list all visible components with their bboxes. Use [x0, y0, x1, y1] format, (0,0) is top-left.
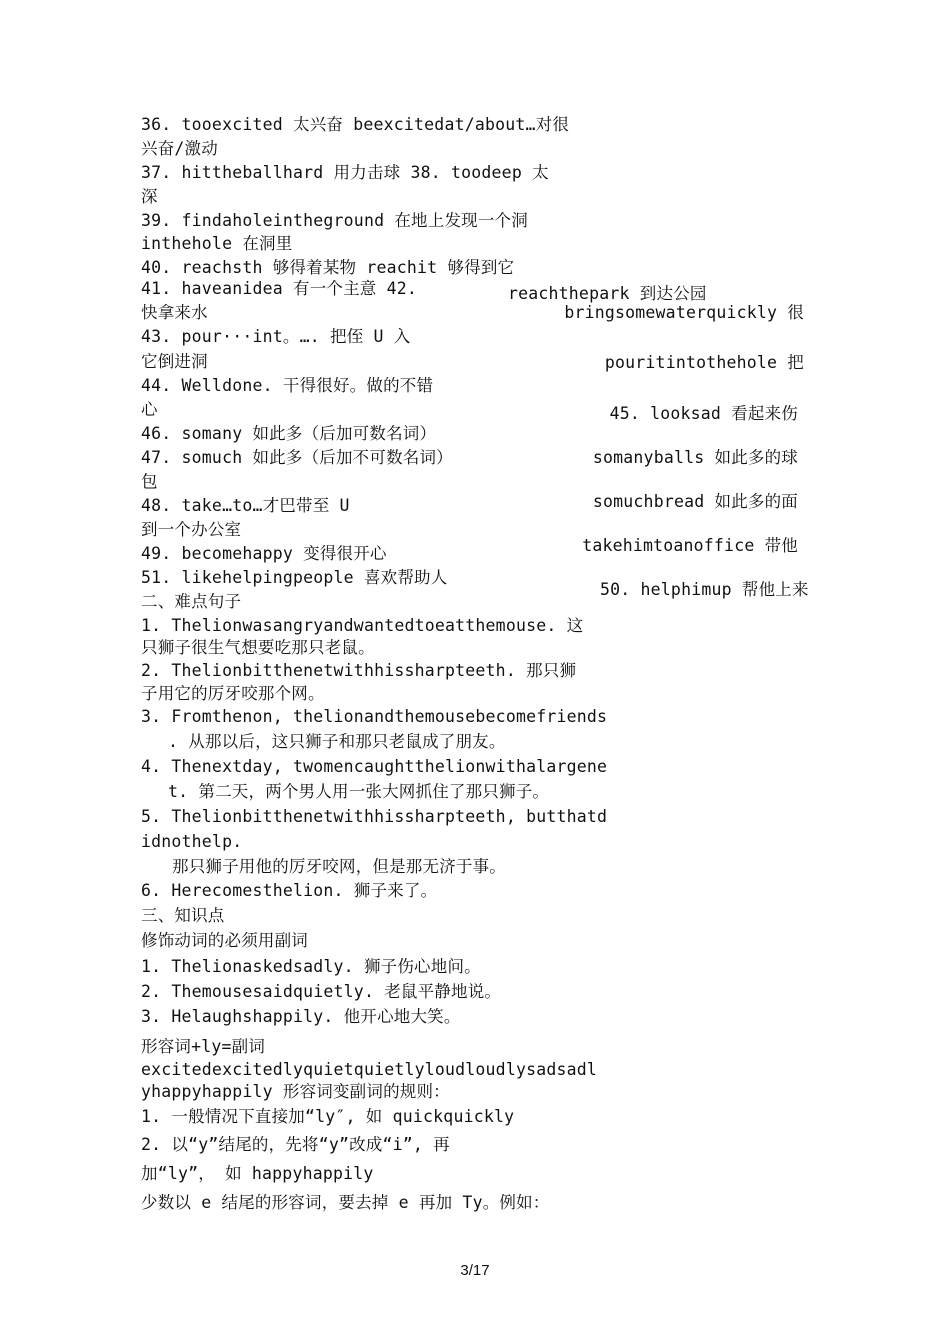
section-heading-sentences: 二、难点句子 — [141, 592, 242, 611]
vocab-line-36: 36. tooexcited 太兴奋 beexcitedat/about…对很 — [141, 115, 570, 134]
vocab-line-40: 40. reachsth 够得着某物 reachit 够得到它 — [141, 258, 515, 277]
knowledge-rule-2: 2. 以“y”结尾的，先将“y”改成“i”, 再 — [141, 1135, 450, 1154]
sentence-5-translation: 那只狮子用他的厉牙咬网，但是那无济于事。 — [172, 857, 506, 876]
page-number: 3/17 — [460, 1262, 490, 1279]
knowledge-rule-1: 1. 一般情况下直接加“ly″, 如 quickquickly — [141, 1107, 515, 1126]
sentence-4-translation: t. 第二天，两个男人用一张大网抓住了那只狮子。 — [168, 782, 550, 801]
vocab-line-47-cont: 包 — [141, 472, 158, 491]
vocab-line-41-clip — [141, 280, 441, 297]
vocab-line-43-right: pouritintothehole 把 — [604, 353, 804, 372]
vocab-line-37-cont: 深 — [141, 187, 158, 206]
vocab-line-47: 47. somuch 如此多（后加不可数名词） — [141, 448, 453, 467]
vocab-line-43-cont: 它倒进洞 — [141, 352, 208, 371]
knowledge-adverb-list: excitedexcitedlyquietquietlyloudloudlysadsadl — [141, 1060, 598, 1079]
vocab-line-41: 41. haveanidea 有一个主意 42. — [141, 279, 418, 298]
vocab-line-48-cont: 到一个办公室 — [141, 520, 242, 539]
vocab-line-36-cont: 兴奋/激动 — [141, 139, 218, 158]
vocab-line-39: 39. findaholeintheground 在地上发现一个洞 — [141, 211, 528, 230]
knowledge-rule-2-cont: 加“ly”， 如 happyhappily — [141, 1164, 374, 1183]
sentence-2: 2. Thelionbitthenetwithhissharpteeth. 那只狮 — [141, 661, 577, 680]
sentence-1-translation: 只狮子很生气想要吃那只老鼠。 — [141, 638, 375, 657]
knowledge-rule: 形容词+ly=副词 — [141, 1037, 266, 1056]
sentence-5-cont: idnothelp. — [141, 832, 243, 851]
vocab-line-49: 49. becomehappy 变得很开心 — [141, 544, 387, 563]
vocab-line-42: reachthepark 到达公园 — [508, 284, 707, 303]
vocab-line-45-right: 45. looksad 看起来伤 — [609, 404, 798, 423]
vocab-line-42-cont: 快拿来水 — [141, 303, 208, 322]
sentence-6: 6. Herecomesthelion. 狮子来了。 — [141, 881, 438, 900]
vocab-line-44: 44. Welldone. 干得很好。做的不错 — [141, 376, 434, 395]
sentence-1: 1. Thelionwasangryandwantedtoeatthemouse. 这 — [141, 616, 584, 635]
sentence-5: 5. Thelionbitthenetwithhissharpteeth, butthatd — [141, 807, 608, 826]
knowledge-rule-3: 少数以 e 结尾的形容词，要去掉 e 再加 Ty。例如： — [141, 1193, 550, 1212]
vocab-line-39-cont: inthehole 在洞里 — [141, 234, 293, 253]
vocab-line-43: 43. pour···int。…. 把侄 U 入 — [141, 327, 411, 346]
vocab-line-44-cont: 心 — [141, 400, 158, 419]
vocab-line-49-right: takehimtoanoffice 带他 — [582, 536, 798, 555]
vocab-line-42-clip — [508, 283, 708, 303]
sentence-3: 3. Fromthenon, thelionandthemousebecomefriends — [141, 707, 608, 726]
vocab-line-46: 46. somany 如此多（后加可数名词） — [141, 424, 437, 443]
vocab-line-50-clip — [600, 580, 810, 599]
vocab-line-42-right: bringsomewaterquickly 很 — [564, 303, 804, 322]
sentence-2-translation: 子用它的厉牙咬那个网。 — [141, 684, 325, 703]
knowledge-example-3: 3. Helaughshappily. 他开心地大笑。 — [141, 1007, 461, 1026]
vocab-line-51: 51. likehelpingpeople 喜欢帮助人 — [141, 568, 448, 587]
vocab-line-48: 48. take…to…才巴带至 U — [141, 496, 350, 515]
knowledge-adverb-list-cont: yhappyhappily 形容词变副词的规则： — [141, 1082, 450, 1101]
vocab-line-37: 37. hittheballhard 用力击球 38. toodeep 太 — [141, 163, 549, 182]
vocab-line-48-right: somuchbread 如此多的面 — [592, 492, 798, 511]
vocab-line-47-right: somanyballs 如此多的球 — [592, 448, 798, 467]
sentence-4: 4. Thenextday, twomencaughtthelionwithalargene — [141, 757, 608, 776]
knowledge-example-2: 2. Themousesaidquietly. 老鼠平静地说。 — [141, 982, 502, 1001]
knowledge-example-1: 1. Thelionaskedsadly. 狮子伤心地问。 — [141, 957, 481, 976]
sentence-3-translation: . 从那以后，这只狮子和那只老鼠成了朋友。 — [168, 732, 506, 751]
section-heading-knowledge: 三、知识点 — [141, 906, 225, 925]
knowledge-intro: 修饰动词的必须用副词 — [141, 931, 308, 950]
vocab-line-50: 50. helphimup 帮他上来 — [600, 580, 809, 599]
